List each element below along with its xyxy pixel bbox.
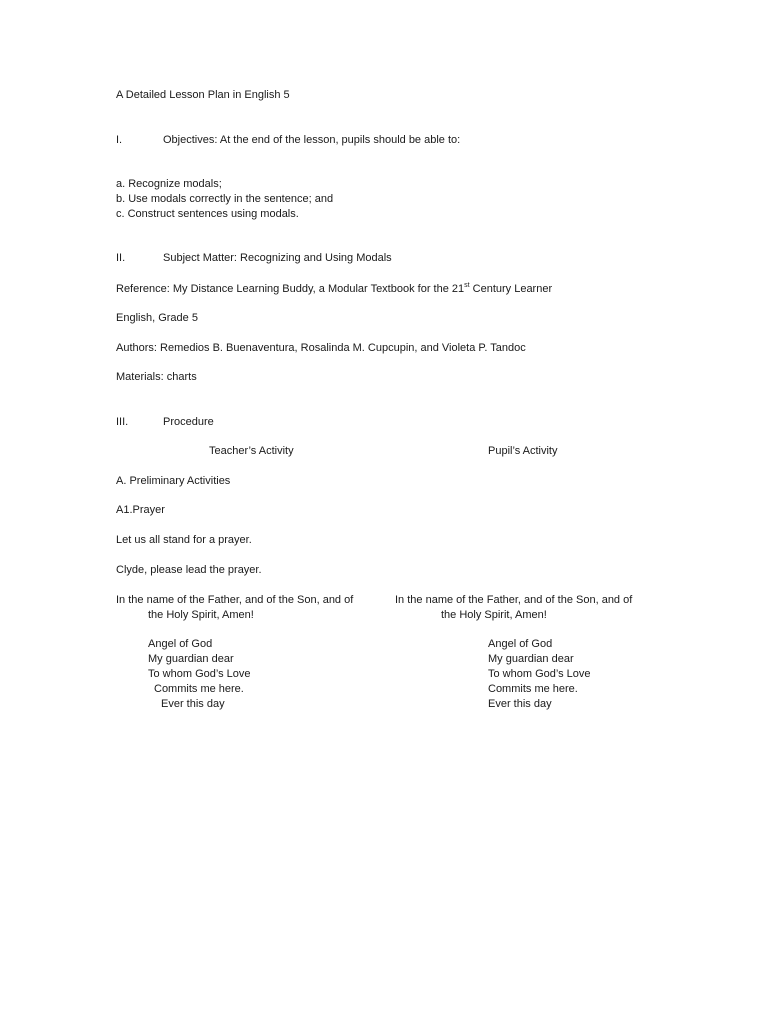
pupil-prayer-line-2: the Holy Spirit, Amen!	[441, 609, 547, 621]
section-1-numeral: I.	[116, 134, 123, 146]
teacher-prayer-line-2: the Holy Spirit, Amen!	[148, 609, 254, 621]
objective-b: b. Use modals correctly in the sentence; and	[116, 193, 334, 205]
preliminary-activities: A. Preliminary Activities	[116, 475, 231, 487]
course-line: English, Grade 5	[116, 312, 198, 324]
teacher-angel-line-3: To whom God’s Love	[148, 668, 251, 680]
prayer-heading: A1.Prayer	[116, 504, 165, 516]
reference-ordinal-suffix: st	[464, 282, 470, 289]
teacher-angel-line-5: Ever this day	[161, 698, 225, 710]
section-2-heading: Subject Matter: Recognizing and Using Modals	[163, 252, 392, 264]
teacher-prayer-line-1: In the name of the Father, and of the Son, and of	[116, 594, 354, 606]
pupil-angel-line-3: To whom God’s Love	[488, 668, 591, 680]
authors-line: Authors: Remedios B. Buenaventura, Rosalinda M. Cupcupin, and Violeta P. Tandoc	[116, 342, 526, 354]
pupil-angel-line-4: Commits me here.	[488, 683, 578, 695]
section-2-numeral: II.	[116, 252, 126, 264]
section-3-heading: Procedure	[163, 416, 214, 428]
teacher-activity-header: Teacher’s Activity	[209, 445, 294, 457]
objective-c: c. Construct sentences using modals.	[116, 208, 299, 220]
teacher-instruction-2: Clyde, please lead the prayer.	[116, 564, 262, 576]
document-title: A Detailed Lesson Plan in English 5	[116, 89, 290, 101]
teacher-angel-line-2: My guardian dear	[148, 653, 234, 665]
section-3-numeral: III.	[116, 416, 129, 428]
reference-line	[116, 282, 552, 296]
reference-text-end: Century Learner	[469, 283, 553, 295]
objective-a: a. Recognize modals;	[116, 178, 222, 190]
teacher-angel-line-1: Angel of God	[148, 638, 213, 650]
teacher-instruction-1: Let us all stand for a prayer.	[116, 534, 252, 546]
pupil-prayer-line-1: In the name of the Father, and of the Son, and of	[395, 594, 633, 606]
teacher-angel-line-4: Commits me here.	[154, 683, 244, 695]
pupil-activity-header: Pupil’s Activity	[488, 445, 558, 457]
pupil-angel-line-5: Ever this day	[488, 698, 552, 710]
reference-text: Reference: My Distance Learning Buddy, a Modular Textbook for the 21	[116, 283, 465, 295]
section-1-heading: Objectives: At the end of the lesson, pupils should be able to:	[163, 134, 461, 146]
materials-line: Materials: charts	[116, 371, 197, 383]
pupil-angel-line-2: My guardian dear	[488, 653, 574, 665]
pupil-angel-line-1: Angel of God	[488, 638, 553, 650]
